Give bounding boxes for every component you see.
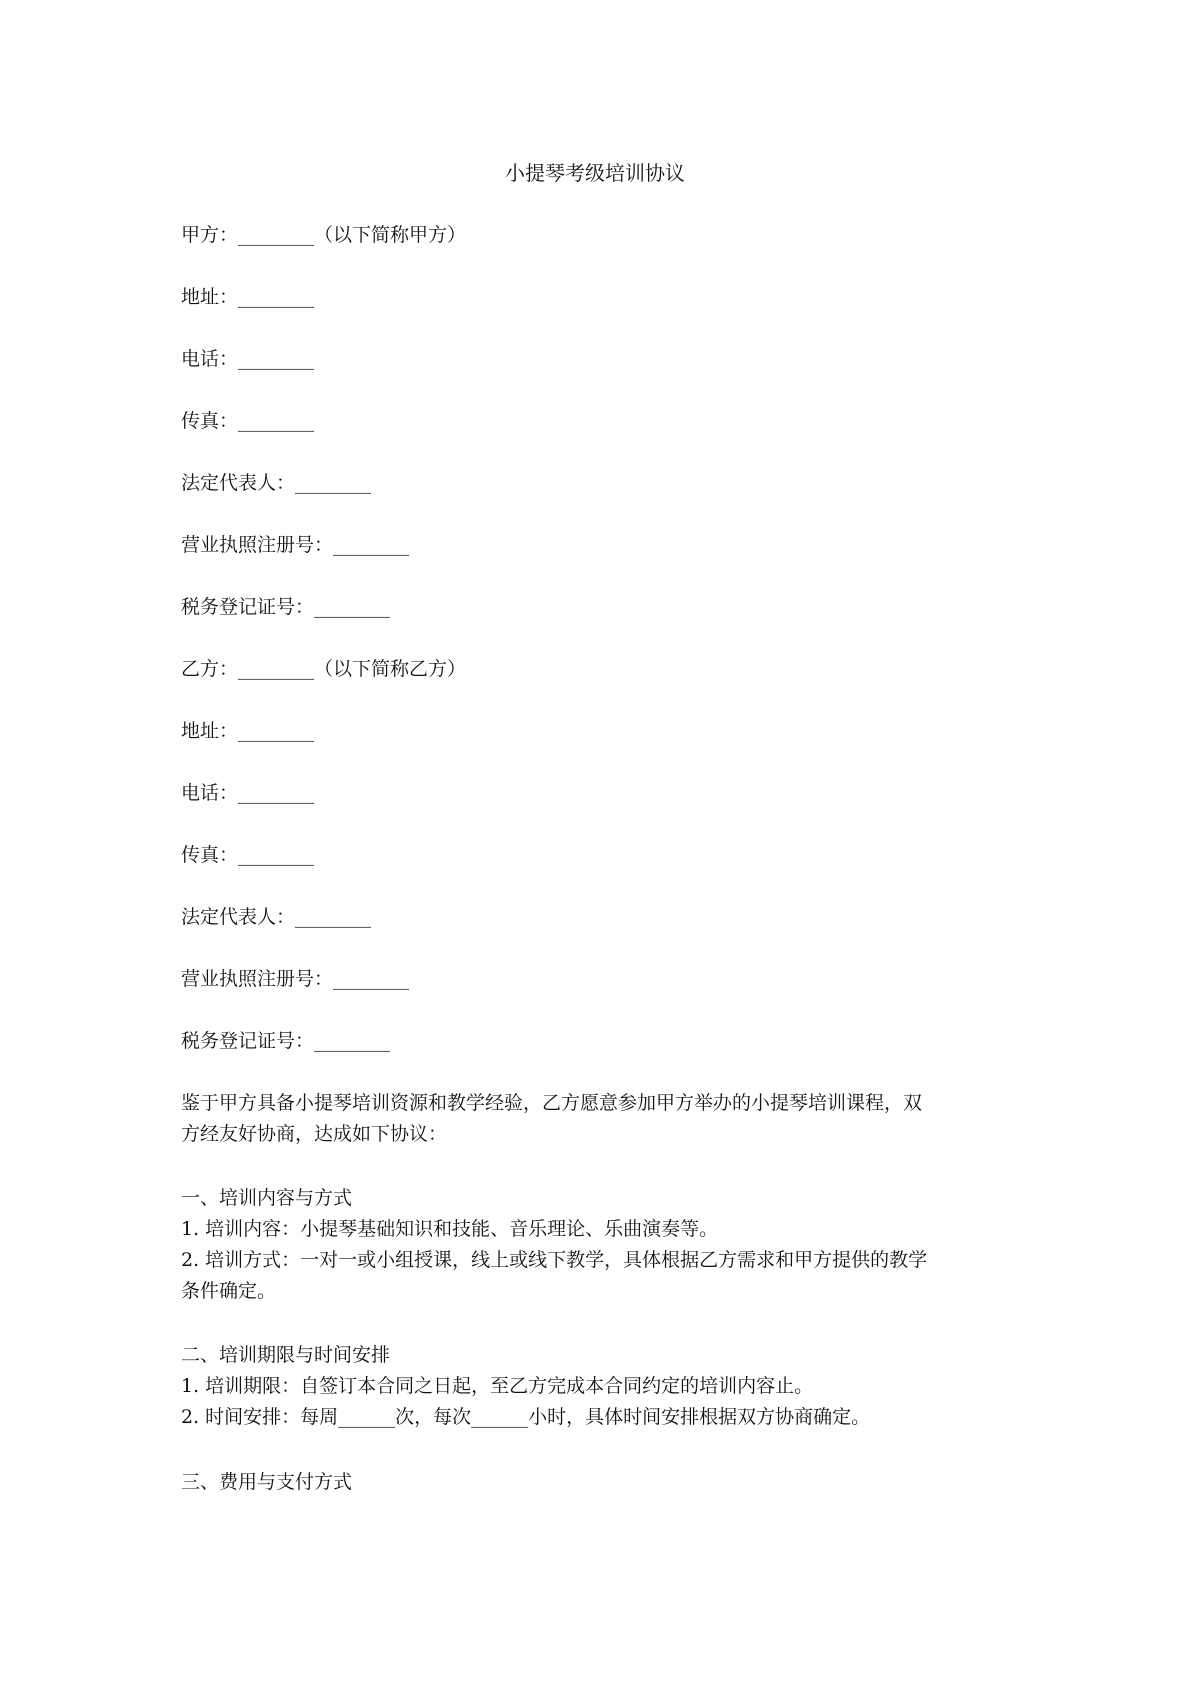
clause-item: 2. 培训方式：一对一或小组授课，线上或线下教学，具体根据乙方需求和甲方提供的教学	[181, 1249, 928, 1271]
clause-item: 2. 时间安排：每周______次，每次______小时，具体时间安排根据双方协商确定。	[181, 1406, 871, 1428]
preamble-paragraph	[181, 1088, 1011, 1150]
party-b-fax: 传真：________	[181, 844, 315, 866]
party-a-license: 营业执照注册号：________	[181, 534, 410, 556]
document-title: 小提琴考级培训协议	[505, 161, 685, 185]
party-b-legal-rep: 法定代表人：________	[181, 906, 372, 928]
clause-item-continuation: 条件确定。	[181, 1280, 277, 1302]
party-b-license: 营业执照注册号：________	[181, 968, 410, 990]
party-b-address: 地址：________	[181, 720, 315, 742]
section-3-heading: 三、费用与支付方式	[181, 1471, 353, 1493]
section-1	[181, 1183, 1011, 1307]
section-heading: 一、培训内容与方式	[181, 1187, 353, 1209]
party-b-name: 乙方：________（以下简称乙方）	[181, 658, 467, 680]
party-a-legal-rep: 法定代表人：________	[181, 472, 372, 494]
party-a-fax: 传真：________	[181, 410, 315, 432]
party-a-name: 甲方：________（以下简称甲方）	[181, 224, 467, 246]
party-b-phone: 电话：________	[181, 782, 315, 804]
section-heading: 二、培训期限与时间安排	[181, 1344, 391, 1366]
party-b-tax: 税务登记证号：________	[181, 1030, 391, 1052]
party-a-tax: 税务登记证号：________	[181, 596, 391, 618]
party-a-address: 地址：________	[181, 286, 315, 308]
preamble-line: 方经友好协商，达成如下协议：	[181, 1123, 448, 1145]
preamble-line: 鉴于甲方具备小提琴培训资源和教学经验，乙方愿意参加甲方举办的小提琴培训课程，双	[181, 1092, 923, 1114]
section-2	[181, 1340, 1011, 1433]
clause-item: 1. 培训内容：小提琴基础知识和技能、音乐理论、乐曲演奏等。	[181, 1218, 719, 1240]
clause-item: 1. 培训期限：自签订本合同之日起，至乙方完成本合同约定的培训内容止。	[181, 1375, 814, 1397]
party-a-phone: 电话：________	[181, 348, 315, 370]
